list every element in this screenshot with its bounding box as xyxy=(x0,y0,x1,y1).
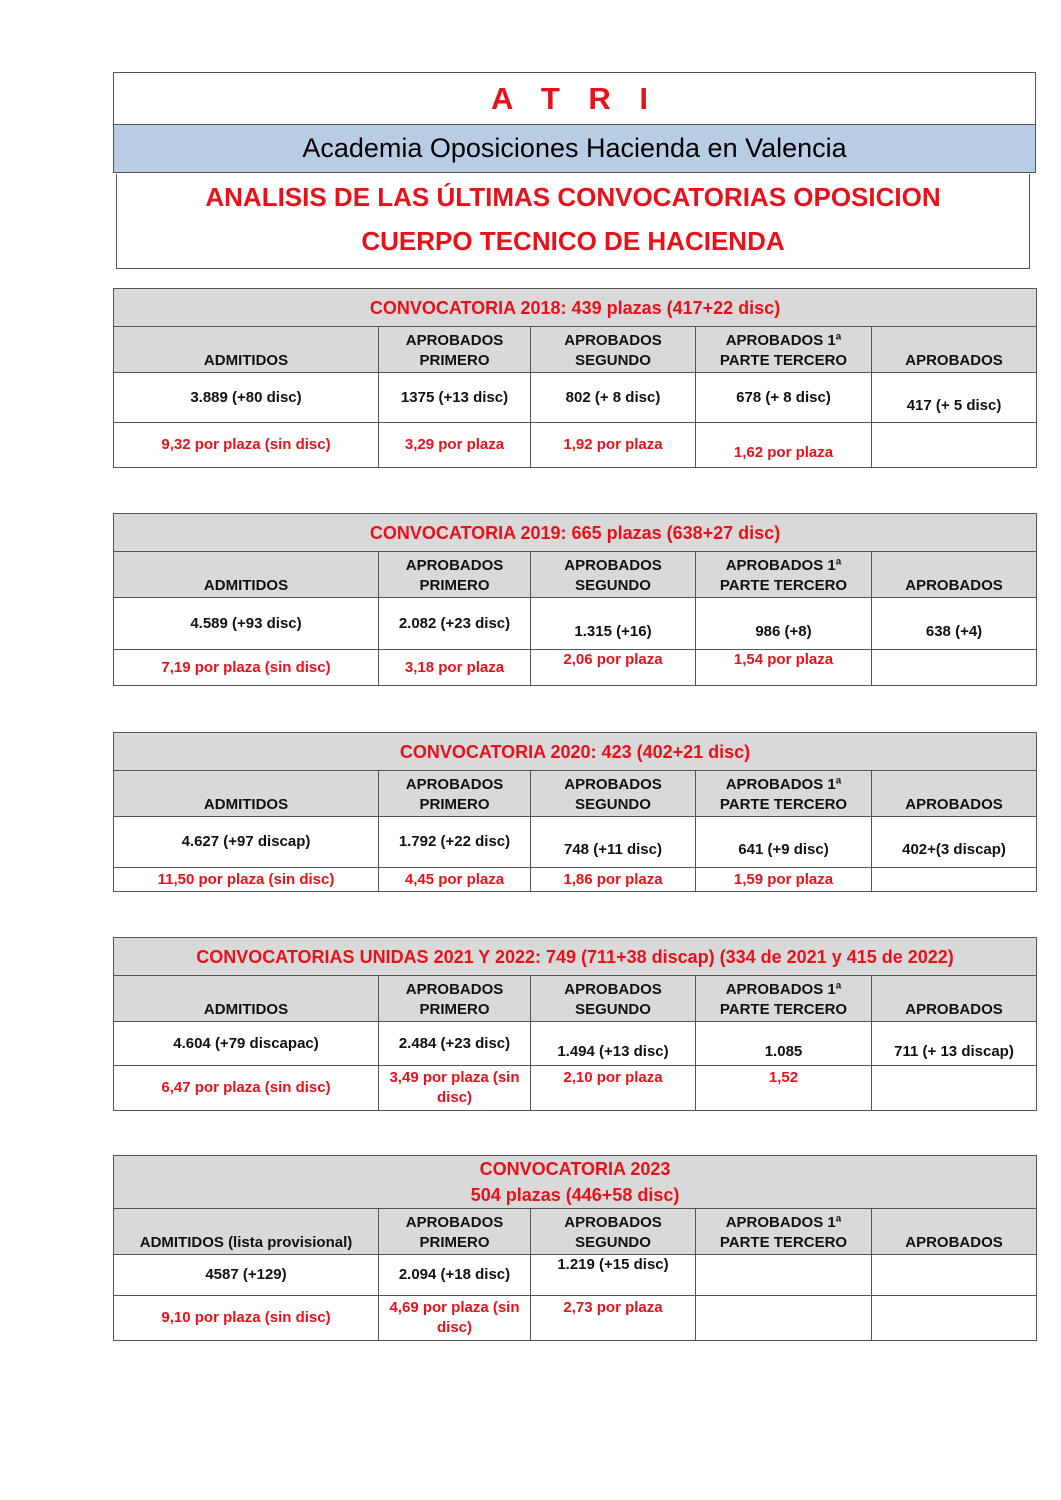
table-title: CONVOCATORIA 2019: 665 plazas (638+27 disc) xyxy=(114,514,1037,552)
ratio-cell: 2,10 por plaza xyxy=(531,1066,696,1111)
ratio-text: 1,62 por plaza xyxy=(733,444,834,461)
ratio-cell xyxy=(872,1066,1037,1111)
col-line: SEGUNDO xyxy=(575,796,651,813)
col-line: PRIMERO xyxy=(419,796,490,813)
value-cell: 2.082 (+23 disc) xyxy=(379,598,531,650)
col-line: APROBADOS xyxy=(405,776,504,793)
ratio-cell: 3,29 por plaza xyxy=(379,423,531,468)
col-line: PARTE TERCERO xyxy=(719,352,848,369)
ratio-cell xyxy=(872,423,1037,468)
value-text: 748 (+11 disc) xyxy=(564,841,662,858)
col-line: SEGUNDO xyxy=(575,1001,651,1018)
value-cell xyxy=(696,1255,872,1296)
col-aprobados-primero xyxy=(379,976,531,1022)
col-aprobados-segundo xyxy=(531,552,696,598)
value-cell xyxy=(531,817,696,868)
value-cell: 4587 (+129) xyxy=(114,1255,379,1296)
col-line: PARTE TERCERO xyxy=(719,796,848,813)
col-line: APROBADOS 1ª xyxy=(725,981,842,998)
table-title-line2: 504 plazas (446+58 disc) xyxy=(470,1185,680,1205)
value-cell xyxy=(531,1022,696,1066)
col-aprobados-segundo xyxy=(531,771,696,817)
value-cell xyxy=(531,598,696,650)
table-convocatoria-2023 xyxy=(113,1155,1037,1341)
col-line: APROBADOS 1ª xyxy=(725,332,842,349)
col-line: APROBADOS xyxy=(564,776,662,793)
col-line: APROBADOS xyxy=(564,557,662,574)
col-aprobados-tercero xyxy=(696,976,872,1022)
table-title: CONVOCATORIA 2018: 439 plazas (417+22 disc) xyxy=(114,289,1037,327)
value-text: 417 (+ 5 disc) xyxy=(906,396,1002,414)
ratio-cell: 1,86 por plaza xyxy=(531,868,696,892)
table-title-line1: CONVOCATORIA 2023 xyxy=(479,1159,671,1179)
col-line: PRIMERO xyxy=(419,352,490,369)
value-cell: 2.094 (+18 disc) xyxy=(379,1255,531,1296)
col-line: APROBADOS xyxy=(405,557,504,574)
analysis-heading-line1: ANALISIS DE LAS ÚLTIMAS CONVOCATORIAS OPOSICION xyxy=(205,182,941,212)
col-line: APROBADOS xyxy=(564,981,662,998)
value-cell: 4.604 (+79 discapac) xyxy=(114,1022,379,1066)
value-cell xyxy=(872,1022,1037,1066)
value-cell xyxy=(872,598,1037,650)
ratio-cell xyxy=(531,650,696,686)
col-aprobados-tercero xyxy=(696,327,872,373)
analysis-heading-line2: CUERPO TECNICO DE HACIENDA xyxy=(361,226,785,256)
ratio-cell: 3,49 por plaza (sin disc) xyxy=(379,1066,531,1111)
col-admitidos: ADMITIDOS xyxy=(114,976,379,1022)
value-cell: 678 (+ 8 disc) xyxy=(696,373,872,423)
col-aprobados: APROBADOS xyxy=(872,976,1037,1022)
ratio-cell: 1,59 por plaza xyxy=(696,868,872,892)
col-line: PRIMERO xyxy=(419,1234,490,1251)
col-aprobados-primero xyxy=(379,1209,531,1255)
value-cell xyxy=(872,1255,1037,1296)
ratio-cell: 7,19 por plaza (sin disc) xyxy=(114,650,379,686)
col-admitidos: ADMITIDOS xyxy=(114,771,379,817)
value-cell: 1.219 (+15 disc) xyxy=(531,1255,696,1296)
col-aprobados-primero xyxy=(379,771,531,817)
col-line: APROBADOS xyxy=(405,1214,504,1231)
ratio-cell xyxy=(696,423,872,468)
col-line: APROBADOS xyxy=(405,981,504,998)
value-cell: 1375 (+13 disc) xyxy=(379,373,531,423)
value-cell: 4.589 (+93 disc) xyxy=(114,598,379,650)
value-cell: 1.792 (+22 disc) xyxy=(379,817,531,868)
col-line: APROBADOS xyxy=(405,332,504,349)
ratio-cell: 4,45 por plaza xyxy=(379,868,531,892)
table-convocatoria-2020 xyxy=(113,732,1037,892)
col-line: PRIMERO xyxy=(419,1001,490,1018)
col-aprobados-segundo xyxy=(531,1209,696,1255)
col-aprobados: APROBADOS xyxy=(872,1209,1037,1255)
col-line: APROBADOS 1ª xyxy=(725,776,842,793)
ratio-cell: 11,50 por plaza (sin disc) xyxy=(114,868,379,892)
ratio-cell: 9,10 por plaza (sin disc) xyxy=(114,1296,379,1341)
analysis-heading xyxy=(116,174,1030,269)
value-text: 1.315 (+16) xyxy=(574,622,652,640)
ratio-cell: 4,69 por plaza (sin disc) xyxy=(379,1296,531,1341)
col-aprobados-primero xyxy=(379,552,531,598)
ratio-cell xyxy=(696,650,872,686)
table-convocatorias-2021-2022 xyxy=(113,937,1037,1111)
value-cell xyxy=(872,817,1037,868)
value-cell xyxy=(696,598,872,650)
col-line: SEGUNDO xyxy=(575,352,651,369)
table-title: CONVOCATORIA 2020: 423 (402+21 disc) xyxy=(114,733,1037,771)
ratio-cell xyxy=(872,868,1037,892)
value-cell: 4.627 (+97 discap) xyxy=(114,817,379,868)
col-admitidos: ADMITIDOS xyxy=(114,327,379,373)
value-text: 711 (+ 13 discap) xyxy=(894,1042,1014,1060)
value-text: 1.085 xyxy=(764,1042,803,1060)
col-aprobados-primero xyxy=(379,327,531,373)
col-line: APROBADOS 1ª xyxy=(725,557,842,574)
table-title xyxy=(114,1156,1037,1209)
value-text: 402+(3 discap) xyxy=(902,841,1006,858)
table-title: CONVOCATORIAS UNIDAS 2021 Y 2022: 749 (711+38 discap) (334 de 2021 y 415 de 2022) xyxy=(114,938,1037,976)
table-convocatoria-2018 xyxy=(113,288,1037,468)
col-admitidos: ADMITIDOS (lista provisional) xyxy=(114,1209,379,1255)
ratio-cell: 3,18 por plaza xyxy=(379,650,531,686)
col-aprobados: APROBADOS xyxy=(872,552,1037,598)
value-cell: 802 (+ 8 disc) xyxy=(531,373,696,423)
value-cell xyxy=(696,817,872,868)
col-aprobados-tercero xyxy=(696,552,872,598)
ratio-cell xyxy=(696,1296,872,1341)
value-text: 641 (+9 disc) xyxy=(738,841,829,858)
col-line: PARTE TERCERO xyxy=(719,577,848,594)
ratio-cell xyxy=(872,650,1037,686)
ratio-text: 2,06 por plaza xyxy=(563,650,663,668)
document-header xyxy=(113,72,1036,173)
ratio-cell: 2,73 por plaza xyxy=(531,1296,696,1341)
col-aprobados-tercero xyxy=(696,771,872,817)
ratio-cell: 6,47 por plaza (sin disc) xyxy=(114,1066,379,1111)
value-cell: 3.889 (+80 disc) xyxy=(114,373,379,423)
col-admitidos: ADMITIDOS xyxy=(114,552,379,598)
ratio-cell: 1,52 xyxy=(696,1066,872,1111)
ratio-cell: 9,32 por plaza (sin disc) xyxy=(114,423,379,468)
value-text: 986 (+8) xyxy=(755,622,812,640)
col-line: SEGUNDO xyxy=(575,577,651,594)
value-text: 638 (+4) xyxy=(925,622,983,640)
value-cell xyxy=(696,1022,872,1066)
value-cell: 2.484 (+23 disc) xyxy=(379,1022,531,1066)
col-aprobados-segundo xyxy=(531,976,696,1022)
col-aprobados: APROBADOS xyxy=(872,771,1037,817)
col-line: PRIMERO xyxy=(419,577,490,594)
ratio-cell: 1,92 por plaza xyxy=(531,423,696,468)
ratio-text: 1,54 por plaza xyxy=(733,650,834,668)
value-text: 1.494 (+13 disc) xyxy=(557,1042,669,1060)
ratio-cell xyxy=(872,1296,1037,1341)
col-aprobados-segundo xyxy=(531,327,696,373)
value-cell xyxy=(872,373,1037,423)
col-line: APROBADOS 1ª xyxy=(725,1214,842,1231)
col-line: SEGUNDO xyxy=(575,1234,651,1251)
academy-banner: Academia Oposiciones Hacienda en Valencia xyxy=(113,124,1036,173)
table-convocatoria-2019 xyxy=(113,513,1037,686)
col-aprobados: APROBADOS xyxy=(872,327,1037,373)
col-line: APROBADOS xyxy=(564,332,662,349)
brand-title: A T R I xyxy=(113,72,1036,124)
col-line: APROBADOS xyxy=(564,1214,662,1231)
col-line: PARTE TERCERO xyxy=(719,1234,848,1251)
col-line: PARTE TERCERO xyxy=(719,1001,848,1018)
col-aprobados-tercero xyxy=(696,1209,872,1255)
